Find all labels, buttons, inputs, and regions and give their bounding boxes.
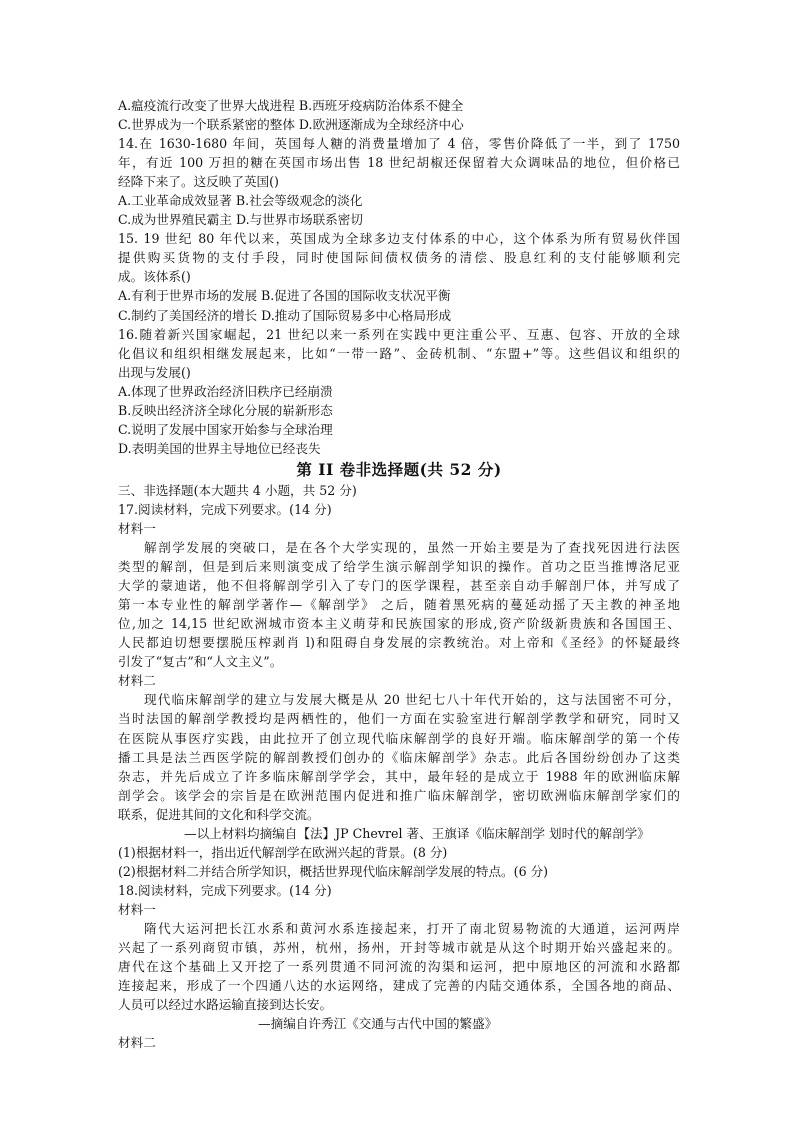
q14-stem-line-1: 14.在 1630-1680 年间，英国每人糖的消费量增加了 4 倍，零售价降低了一半，到了 1750 <box>118 136 680 152</box>
q17-material-2-line-2: 当时法国的解剖学教授均是两栖性的，他们一方面在实验室进行解剖学教学和研究，同时又 <box>118 711 680 727</box>
q14-stem-line-2: 年，有近 100 万担的糖在英国市场出售 18 世纪胡椒还保留着大众调味品的地位，但价格已 <box>118 155 680 171</box>
q18-material-1-line-1: 隋代大运河把长江水系和黄河水系连接起来，打开了南北贸易物流的大通道，运河两岸 <box>144 920 680 936</box>
q18-material-1-line-3: 唐代在这个基础上又开挖了一系列贯通不同河流的沟渠和运河，把中原地区的河流和水路都 <box>118 959 680 975</box>
q17-material-2-line-7: 联系，促进其间的文化和科学交流。 <box>118 806 320 822</box>
q17-material-1-line-6: 人民都迫切想要摆脱压榨剥肖 l)和阻碍自身发展的宗教统治。对上帝和《圣经》的怀疑最终 <box>118 635 680 651</box>
q17-material-1-line-3: 大学的蒙迪诺，他不但将解剖学引入了专门的医学课程，甚至亲自动手解剖尸体，并写成了 <box>118 578 680 594</box>
q13-options-cd: C.世界成为一个联系紧密的整体 D.欧洲逐渐成为全球经济中心 <box>118 117 464 133</box>
q18-material-1-line-2: 兴起了一系列商贸市镇，苏州，杭州，扬州，开封等城市就是从这个时期开始兴盛起来的。 <box>118 940 680 956</box>
part2-heading: 第 II 卷非选择题(共 52 分) <box>296 459 502 479</box>
q16-option-a: A.体现了世界政治经济旧秩序已经崩溃 <box>118 383 333 399</box>
q15-stem-line-2: 提供购买货物的支付手段，同时使国际间债权债务的清偿、股息红利的支付能够顺利完 <box>118 250 680 266</box>
q18-material-1-line-5: 人员可以经过水路运输直接到达长安。 <box>118 997 333 1013</box>
q18-material-1-line-4: 连接起来，形成了一个四通八达的水运网络，建成了完善的内陆交通体系，全国各地的商品、 <box>118 978 680 994</box>
q16-stem-line-1: 16.随着新兴国家崛起，21 世纪以来一系列在实践中更注重公平、互惠、包容、开放的全球 <box>118 326 680 342</box>
q15-stem-line-1: 15. 19 世纪 80 年代以来，英国成为全球多边支付体系的中心，这个体系为所有贸易伙伴国 <box>118 231 680 247</box>
q17-sub-question-2: (2)根据材料二并结合所学知识，概括世界现代临床解剖学发展的特点。(6 分) <box>118 863 549 879</box>
q17-material-1-line-5: 位,加之 14,15 世纪欧洲城市资本主义萌芽和民族国家的形成,资产阶级新贵族和各国国王、 <box>118 616 680 632</box>
q18-material-1-label: 材料一 <box>118 901 156 917</box>
q13-options-ab: A.瘟疫流行改变了世界大战进程 B.西班牙疫病防治体系不健全 <box>118 98 464 113</box>
q14-stem-line-3: 经降下来了。这反映了英国() <box>118 174 279 190</box>
q17-material-1-label: 材料一 <box>118 520 156 536</box>
q15-options-cd: C.制约了美国经济的增长 D.推动了国际贸易多中心格局形成 <box>118 307 452 323</box>
q14-options-cd: C.成为世界殖民霸主 D.与世界市场联系密切 <box>118 212 363 228</box>
q17-sub-question-1: (1)根据材料一，指出近代解剖学在欧洲兴起的背景。(8 分) <box>118 844 448 860</box>
q17-material-2-label: 材料二 <box>118 673 156 689</box>
q17-material-2-line-1: 现代临床解剖学的建立与发展大概是从 20 世纪七八十年代开始的，这与法国密不可分， <box>144 692 680 708</box>
q17-material-1-line-1: 解剖学发展的突破口，是在各个大学实现的，虽然一开始主要是为了查找死因进行法医 <box>144 540 680 556</box>
q16-option-b: B.反映出经济济全球化分展的崭新形态 <box>118 402 333 418</box>
q18-material-2-label: 材料二 <box>118 1035 156 1051</box>
exam-page <box>118 96 680 1052</box>
q17-material-1-line-4: 第一本专业性的解剖学著作—《解剖学》 之后，随着黑死病的蔓延动摇了天主教的神圣地 <box>118 597 680 613</box>
q16-stem-line-2: 化倡议和组织相继发展起来，比如“一带一路”、金砖机制、“东盟+”等。这些倡议和组织的 <box>118 345 680 361</box>
q17-material-2-line-4: 播工具是法兰西医学院的解剖教授们创办的《临床解剖学》杂志。此后各国纷纷创办了这类 <box>118 749 680 765</box>
q15-options-ab: A.有利于世界市场的发展 B.促进了各国的国际收支状况平衡 <box>118 288 451 304</box>
q17-material-1-line-7: 引发了“复古”和“人文主义”。 <box>118 654 283 670</box>
q15-stem-line-3: 成。该体系() <box>118 269 191 285</box>
q18-stem: 18.阅读材料，完成下列要求。(14 分) <box>118 882 332 898</box>
q16-option-c: C.说明了发展中国家开始参与全球治理 <box>118 421 333 437</box>
q17-stem: 17.阅读材料，完成下列要求。(14 分) <box>118 501 332 517</box>
q16-option-d: D.表明美国的世界主导地位已经丧失 <box>118 440 321 456</box>
q18-source: —摘编自许秀江《交通与古代中国的繁盛》 <box>258 1016 498 1032</box>
q17-material-1-line-2: 类型的解剖，但是到后来则演变成了给学生演示解剖学知识的操作。首功之臣当推博洛尼亚 <box>118 559 680 575</box>
q17-material-2-line-3: 在医院从事医疗实践，由此拉开了创立现代临床解剖学的良好开端。临床解剖学的第一个传 <box>118 730 680 746</box>
q14-options-ab: A.工业革命成效显著 B.社会等级观念的淡化 <box>118 193 363 209</box>
q16-stem-line-3: 出现与发展() <box>118 364 191 380</box>
q17-material-2-line-5: 杂志，并先后成立了许多临床解剖学学会，其中，最年轻的是成立于 1988 年的欧洲临床解 <box>118 768 680 784</box>
q17-material-2-line-6: 剖学会。该学会的宗旨是在欧洲范围内促进和推广临床解剖学，密切欧洲临床解剖学家们的 <box>118 787 680 803</box>
q17-source: —以上材料均摘编自【法】JP Chevrel 著、王旗译《临床解剖学 划时代的解剖学》 <box>184 825 650 841</box>
part2-intro: 三、非选择题(本大题共 4 小题，共 52 分) <box>118 482 357 498</box>
